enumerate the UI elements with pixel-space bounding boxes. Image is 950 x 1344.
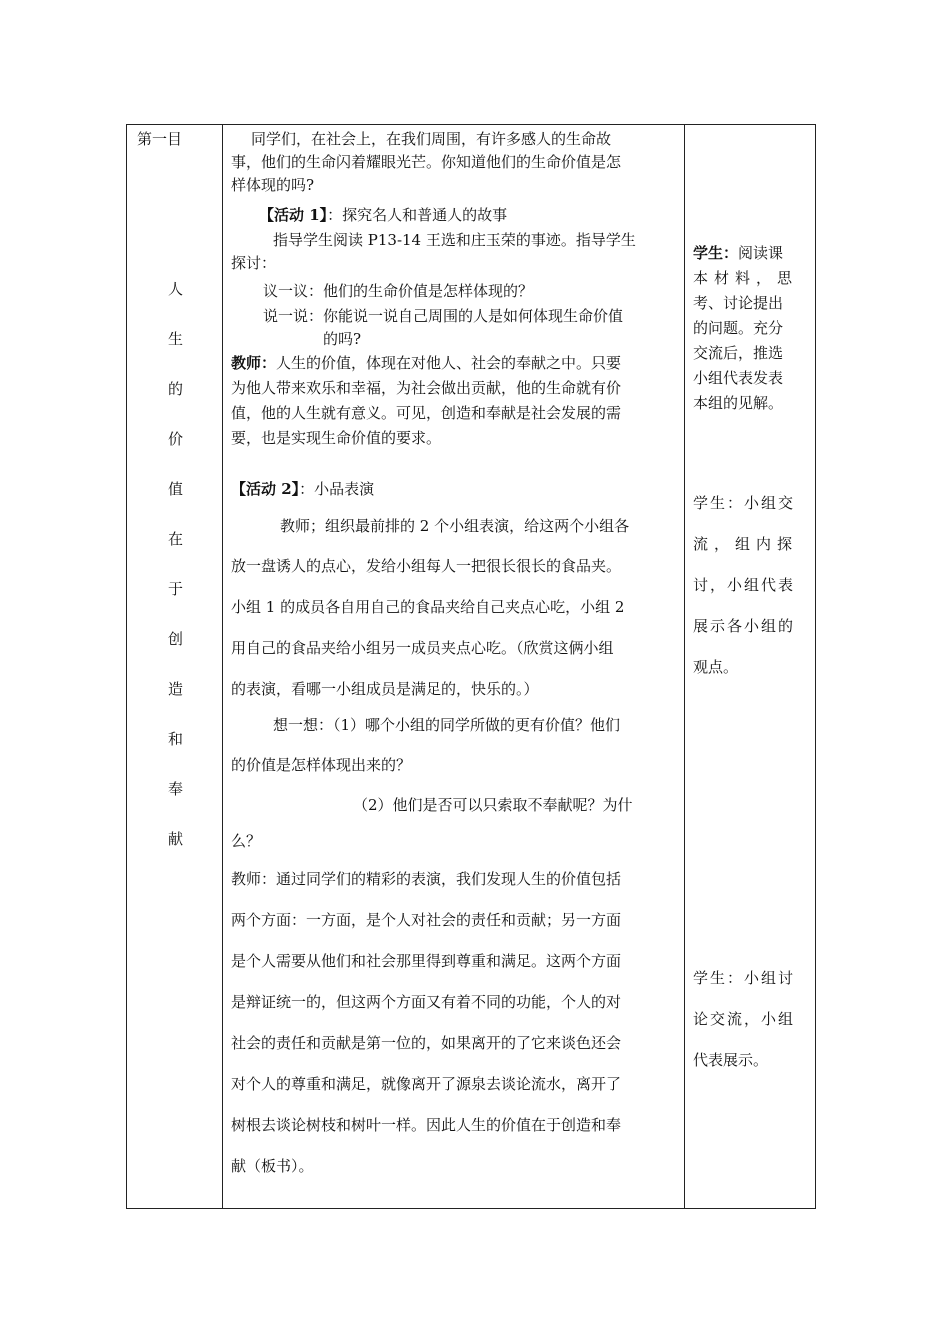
vertical-title-char: 造 [168, 680, 184, 698]
student-line: 小组代表发表 [693, 369, 784, 387]
guide-line: 探讨： [231, 254, 277, 272]
intro-line: 样体现的吗? [231, 176, 315, 194]
student-line: 讨，小组代表 [693, 576, 796, 594]
student-line: 学生：阅读课 [693, 244, 784, 262]
activity1-text: ：探究名人和普通人的故事 [327, 206, 508, 224]
teacher-line: 要，也是实现生命价值的要求。 [231, 429, 442, 447]
think-line: 想一想：（1）哪个小组的同学所做的更有价值？他们 [273, 716, 621, 734]
section-column [127, 125, 223, 1208]
teacher-summary-line: 两个方面：一方面，是个人对社会的责任和贡献；另一方面 [231, 911, 622, 929]
teacher-line: 为他人带来欢乐和幸福，为社会做出贡献，他的生命就有价 [231, 379, 622, 397]
student-line: 交流后，推选 [693, 344, 784, 362]
activity1-label: 【活动 1】 [259, 206, 328, 224]
skit-line: 的表演，看哪一小组成员是满足的，快乐的。） [231, 680, 539, 698]
think-line: （2）他们是否可以只索取不奉献呢？为什 [353, 796, 633, 814]
teacher-summary-line: 献（板书）。 [231, 1157, 314, 1175]
skit-line: 教师；组织最前排的 2 个小组表演，给这两个小组各 [280, 517, 630, 535]
intro-line: 同学们，在社会上，在我们周围，有许多感人的生命故 [251, 130, 612, 148]
teaching-content-column [223, 125, 685, 1208]
discuss-line: 说一说：你能说一说自己周围的人是如何体现生命价值 [263, 307, 624, 325]
student-line: 观点。 [693, 658, 739, 676]
skit-line: 小组 1 的成员各自用自己的食品夹给自己夹点心吃，小组 2 [231, 598, 625, 616]
student-label: 学生： [693, 244, 739, 262]
guide-line: 指导学生阅读 P13-14 王选和庄玉荣的事迹。指导学生 [273, 231, 636, 249]
vertical-title-char: 人 [168, 280, 184, 298]
activity2-text: ：小品表演 [299, 480, 375, 498]
skit-line: 放一盘诱人的点心，发给小组每人一把很长很长的食品夹。 [231, 557, 622, 575]
vertical-title-char: 创 [168, 630, 184, 648]
student-line: 本材料，思 [693, 269, 799, 287]
student-line: 展示各小组的 [693, 617, 796, 635]
vertical-title-char: 在 [168, 530, 184, 548]
skit-line: 用自己的食品夹给小组另一成员夹点心吃。（欣赏这俩小组 [231, 639, 614, 657]
discuss-line: 议一议：他们的生命价值是怎样体现的？ [263, 282, 534, 300]
student-activity-column [685, 125, 815, 1208]
student-line: 学生：小组讨 [693, 969, 796, 987]
student-line: 的问题。充分 [693, 319, 784, 337]
activity1-heading [259, 205, 507, 225]
vertical-title-char: 和 [168, 730, 184, 748]
student-line: 本组的见解。 [693, 394, 784, 412]
section-label: 第一目 [137, 130, 183, 148]
activity2-heading [231, 479, 374, 499]
think-line: 么？ [231, 832, 262, 850]
vertical-title-char: 的 [168, 380, 184, 398]
teacher-summary-line: 是个人需要从他们和社会那里得到尊重和满足。这两个方面 [231, 952, 622, 970]
vertical-title-char: 生 [168, 330, 184, 348]
vertical-title-char: 值 [168, 480, 184, 498]
teacher-line: 值，他的人生就有意义。可见，创造和奉献是社会发展的需 [231, 404, 622, 422]
teacher-paragraph: 教师：人生的价值，体现在对他人、社会的奉献之中。只要 [231, 354, 622, 372]
think-line: 的价值是怎样体现出来的？ [231, 756, 412, 774]
teacher-summary-line: 教师：通过同学们的精彩的表演，我们发现人生的价值包括 [231, 870, 622, 888]
vertical-title-char: 奉 [168, 780, 184, 798]
teacher-summary-line: 是辩证统一的，但这两个方面又有着不同的功能，个人的对 [231, 993, 622, 1011]
vertical-title-char: 献 [168, 830, 184, 848]
vertical-title-char: 价 [168, 430, 184, 448]
vertical-title-char: 于 [168, 580, 184, 598]
student-line: 考、讨论提出 [693, 294, 784, 312]
discuss-line: 的吗? [323, 330, 362, 348]
student-line: 代表展示。 [693, 1051, 769, 1069]
teacher-summary-line: 对个人的尊重和满足，就像离开了源泉去谈论流水，离开了 [231, 1075, 622, 1093]
teacher-summary-line: 树根去谈论树枝和树叶一样。因此人生的价值在于创造和奉 [231, 1116, 622, 1134]
teacher-summary-line: 社会的责任和贡献是第一位的，如果离开的了它来谈色还会 [231, 1034, 622, 1052]
lesson-table [126, 124, 816, 1209]
teacher-label: 教师： [231, 354, 277, 372]
intro-line: 事，他们的生命闪着耀眼光芒。你知道他们的生命价值是怎 [231, 153, 622, 171]
student-line: 学生：小组交 [693, 494, 796, 512]
student-line: 流，组内探 [693, 535, 799, 553]
student-line: 论交流，小组 [693, 1010, 796, 1028]
activity2-label: 【活动 2】 [231, 480, 300, 498]
